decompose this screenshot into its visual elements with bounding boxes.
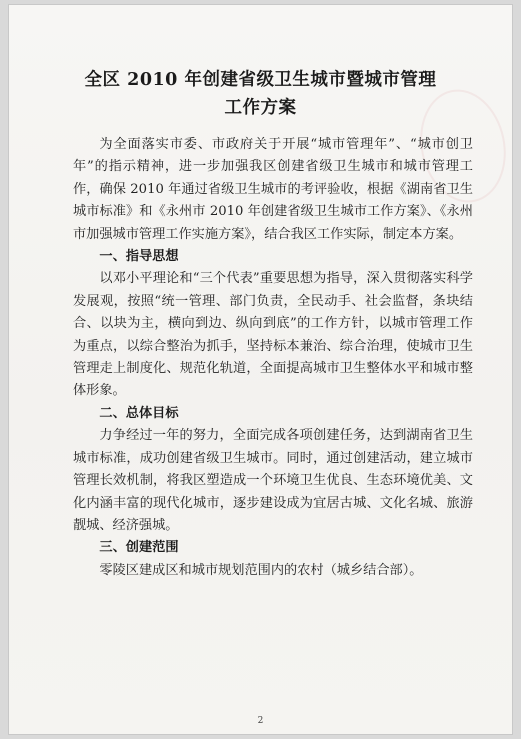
document-body — [73, 134, 473, 582]
intro-paragraph: 为全面落实市委、市政府关于开展“城市管理年”、“城市创卫年”的指示精神，进一步加强我区创建省级卫生城市和城市管理工作，确保 2010 年通过省级卫生城市的考评验收，根据《湖南省卫生城市标准》和《永州市 2010 年创建省级卫生城市工作方案》、《永州市加强城市管理工作实施方案》，结合我区工作实际，制定本方案。 — [73, 137, 473, 242]
page-number: 2 — [257, 716, 264, 726]
section-text-scope: 零陵区建成区和城市规划范围内的农村（城乡结合部）。 — [99, 562, 423, 578]
title-line-1: 全区 2010 年创建省级卫生城市暨城市管理 — [84, 70, 437, 90]
document-page — [8, 4, 513, 735]
document-title — [8, 66, 513, 122]
section-heading-scope: 三、创建范围 — [99, 540, 179, 556]
section-heading-guiding-ideology: 一、指导思想 — [99, 249, 179, 265]
section-text-guiding-ideology: 以邓小平理论和“三个代表”重要思想为指导，深入贯彻落实科学发展观，按照“统一管理、部门负责，全民动手、社会监督，条块结合、以块为主，横向到边、纵向到底”的工作方针，以城市管理工作为重点，以综合整治为抓手，坚持标本兼治、综合治理，使城市卫生管理走上制度化、规范化轨道，全面提高城市卫生整体水平和城市整体形象。 — [73, 271, 473, 399]
section-heading-overall-goal: 二、总体目标 — [99, 405, 179, 421]
section-text-overall-goal: 力争经过一年的努力，全面完成各项创建任务，达到湖南省卫生城市标准，成功创建省级卫生城市。同时，通过创建活动，建立城市管理长效机制，将我区塑造成一个环境卫生优良、生态环境优美、文化内涵丰富的现代化城市，逐步建设成为宜居古城、文化名城、旅游靓城、经济强城。 — [73, 428, 473, 533]
title-line-2: 工作方案 — [224, 98, 297, 118]
